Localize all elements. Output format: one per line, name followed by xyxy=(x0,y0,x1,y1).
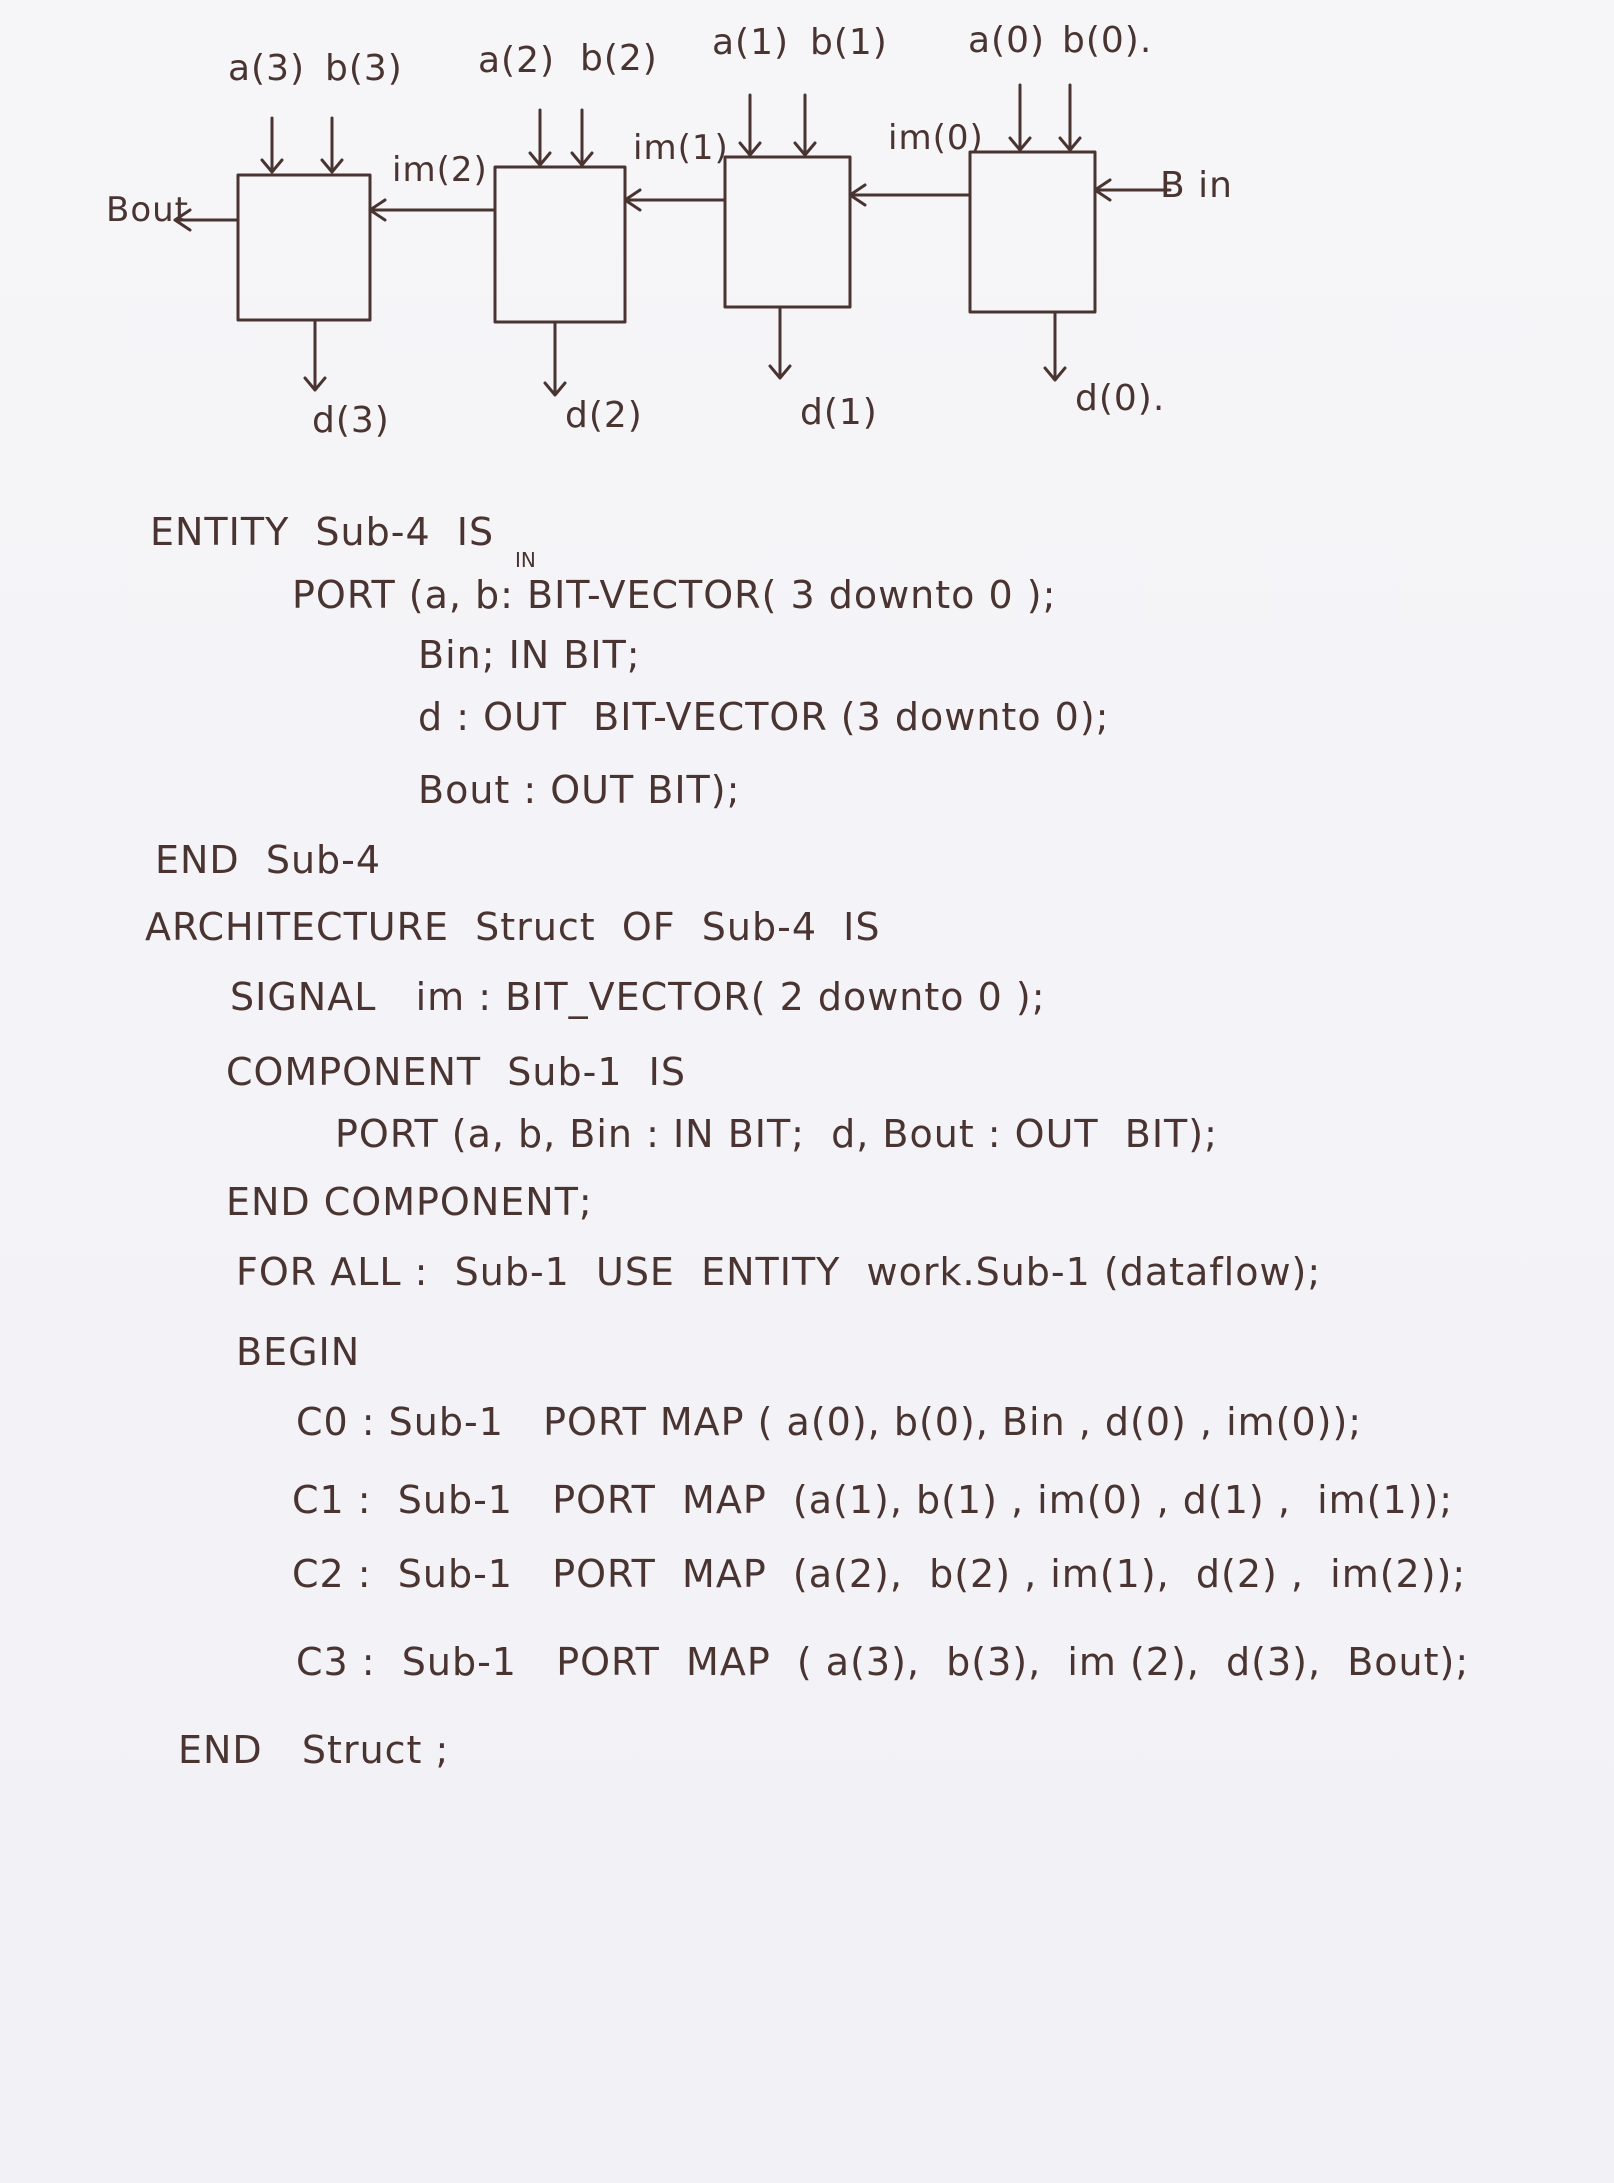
code-bout: Bout : OUT BIT); xyxy=(418,768,741,812)
code-for-all: FOR ALL : Sub-1 USE ENTITY work.Sub-1 (dataflow); xyxy=(236,1250,1322,1294)
code-bin: Bin; IN BIT; xyxy=(418,633,641,677)
code-d: d : OUT BIT-VECTOR (3 downto 0); xyxy=(418,695,1110,739)
sub-cell-1 xyxy=(725,157,850,307)
label-b3: b(3) xyxy=(325,48,403,89)
label-b2: b(2) xyxy=(580,38,658,79)
label-d3: d(3) xyxy=(312,400,390,441)
code-end-entity: END Sub-4 xyxy=(155,838,382,882)
label-bout: Bout xyxy=(106,190,190,230)
label-b1: b(1) xyxy=(810,22,888,63)
label-a2: a(2) xyxy=(478,40,556,81)
code-signal: SIGNAL im : BIT_VECTOR( 2 downto 0 ); xyxy=(230,975,1046,1019)
label-b0: b(0). xyxy=(1062,20,1153,61)
code-end-struct: END Struct ; xyxy=(178,1728,450,1772)
code-instance-c3: C3 : Sub-1 PORT MAP ( a(3), b(3), im (2), d(3), Bout); xyxy=(296,1640,1470,1684)
sub-cell-0 xyxy=(970,152,1095,312)
label-d1: d(1) xyxy=(800,392,878,433)
code-instance-c1: C1 : Sub-1 PORT MAP (a(1), b(1) , im(0) , d(1) , im(1)); xyxy=(292,1478,1454,1522)
code-port-in-annotation: IN xyxy=(515,548,536,572)
output-arrows xyxy=(305,307,1065,395)
label-d2: d(2) xyxy=(565,395,643,436)
code-architecture: ARCHITECTURE Struct OF Sub-4 IS xyxy=(145,905,881,949)
code-end-component: END COMPONENT; xyxy=(226,1180,593,1224)
label-bin: B in xyxy=(1160,165,1233,206)
code-component: COMPONENT Sub-1 IS xyxy=(226,1050,686,1094)
code-component-port: PORT (a, b, Bin : IN BIT; d, Bout : OUT BIT); xyxy=(335,1112,1218,1156)
code-entity: ENTITY Sub-4 IS xyxy=(150,510,495,554)
sub-cell-3 xyxy=(238,175,370,320)
code-instance-c0: C0 : Sub-1 PORT MAP ( a(0), b(0), Bin , d(0) , im(0)); xyxy=(296,1400,1363,1444)
borrow-chain xyxy=(175,180,1170,230)
label-a3: a(3) xyxy=(228,48,306,89)
code-begin: BEGIN xyxy=(236,1330,361,1374)
label-im2: im(2) xyxy=(392,150,488,190)
label-im1: im(1) xyxy=(633,128,729,168)
label-im0: im(0) xyxy=(888,118,984,158)
sub-cell-2 xyxy=(495,167,625,322)
label-d0: d(0). xyxy=(1075,378,1166,419)
label-a0: a(0) xyxy=(968,20,1046,61)
code-port: PORT (a, b: BIT-VECTOR( 3 downto 0 ); xyxy=(292,573,1057,617)
code-instance-c2: C2 : Sub-1 PORT MAP (a(2), b(2) , im(1), d(2) , im(2)); xyxy=(292,1552,1467,1596)
label-a1: a(1) xyxy=(712,22,790,63)
